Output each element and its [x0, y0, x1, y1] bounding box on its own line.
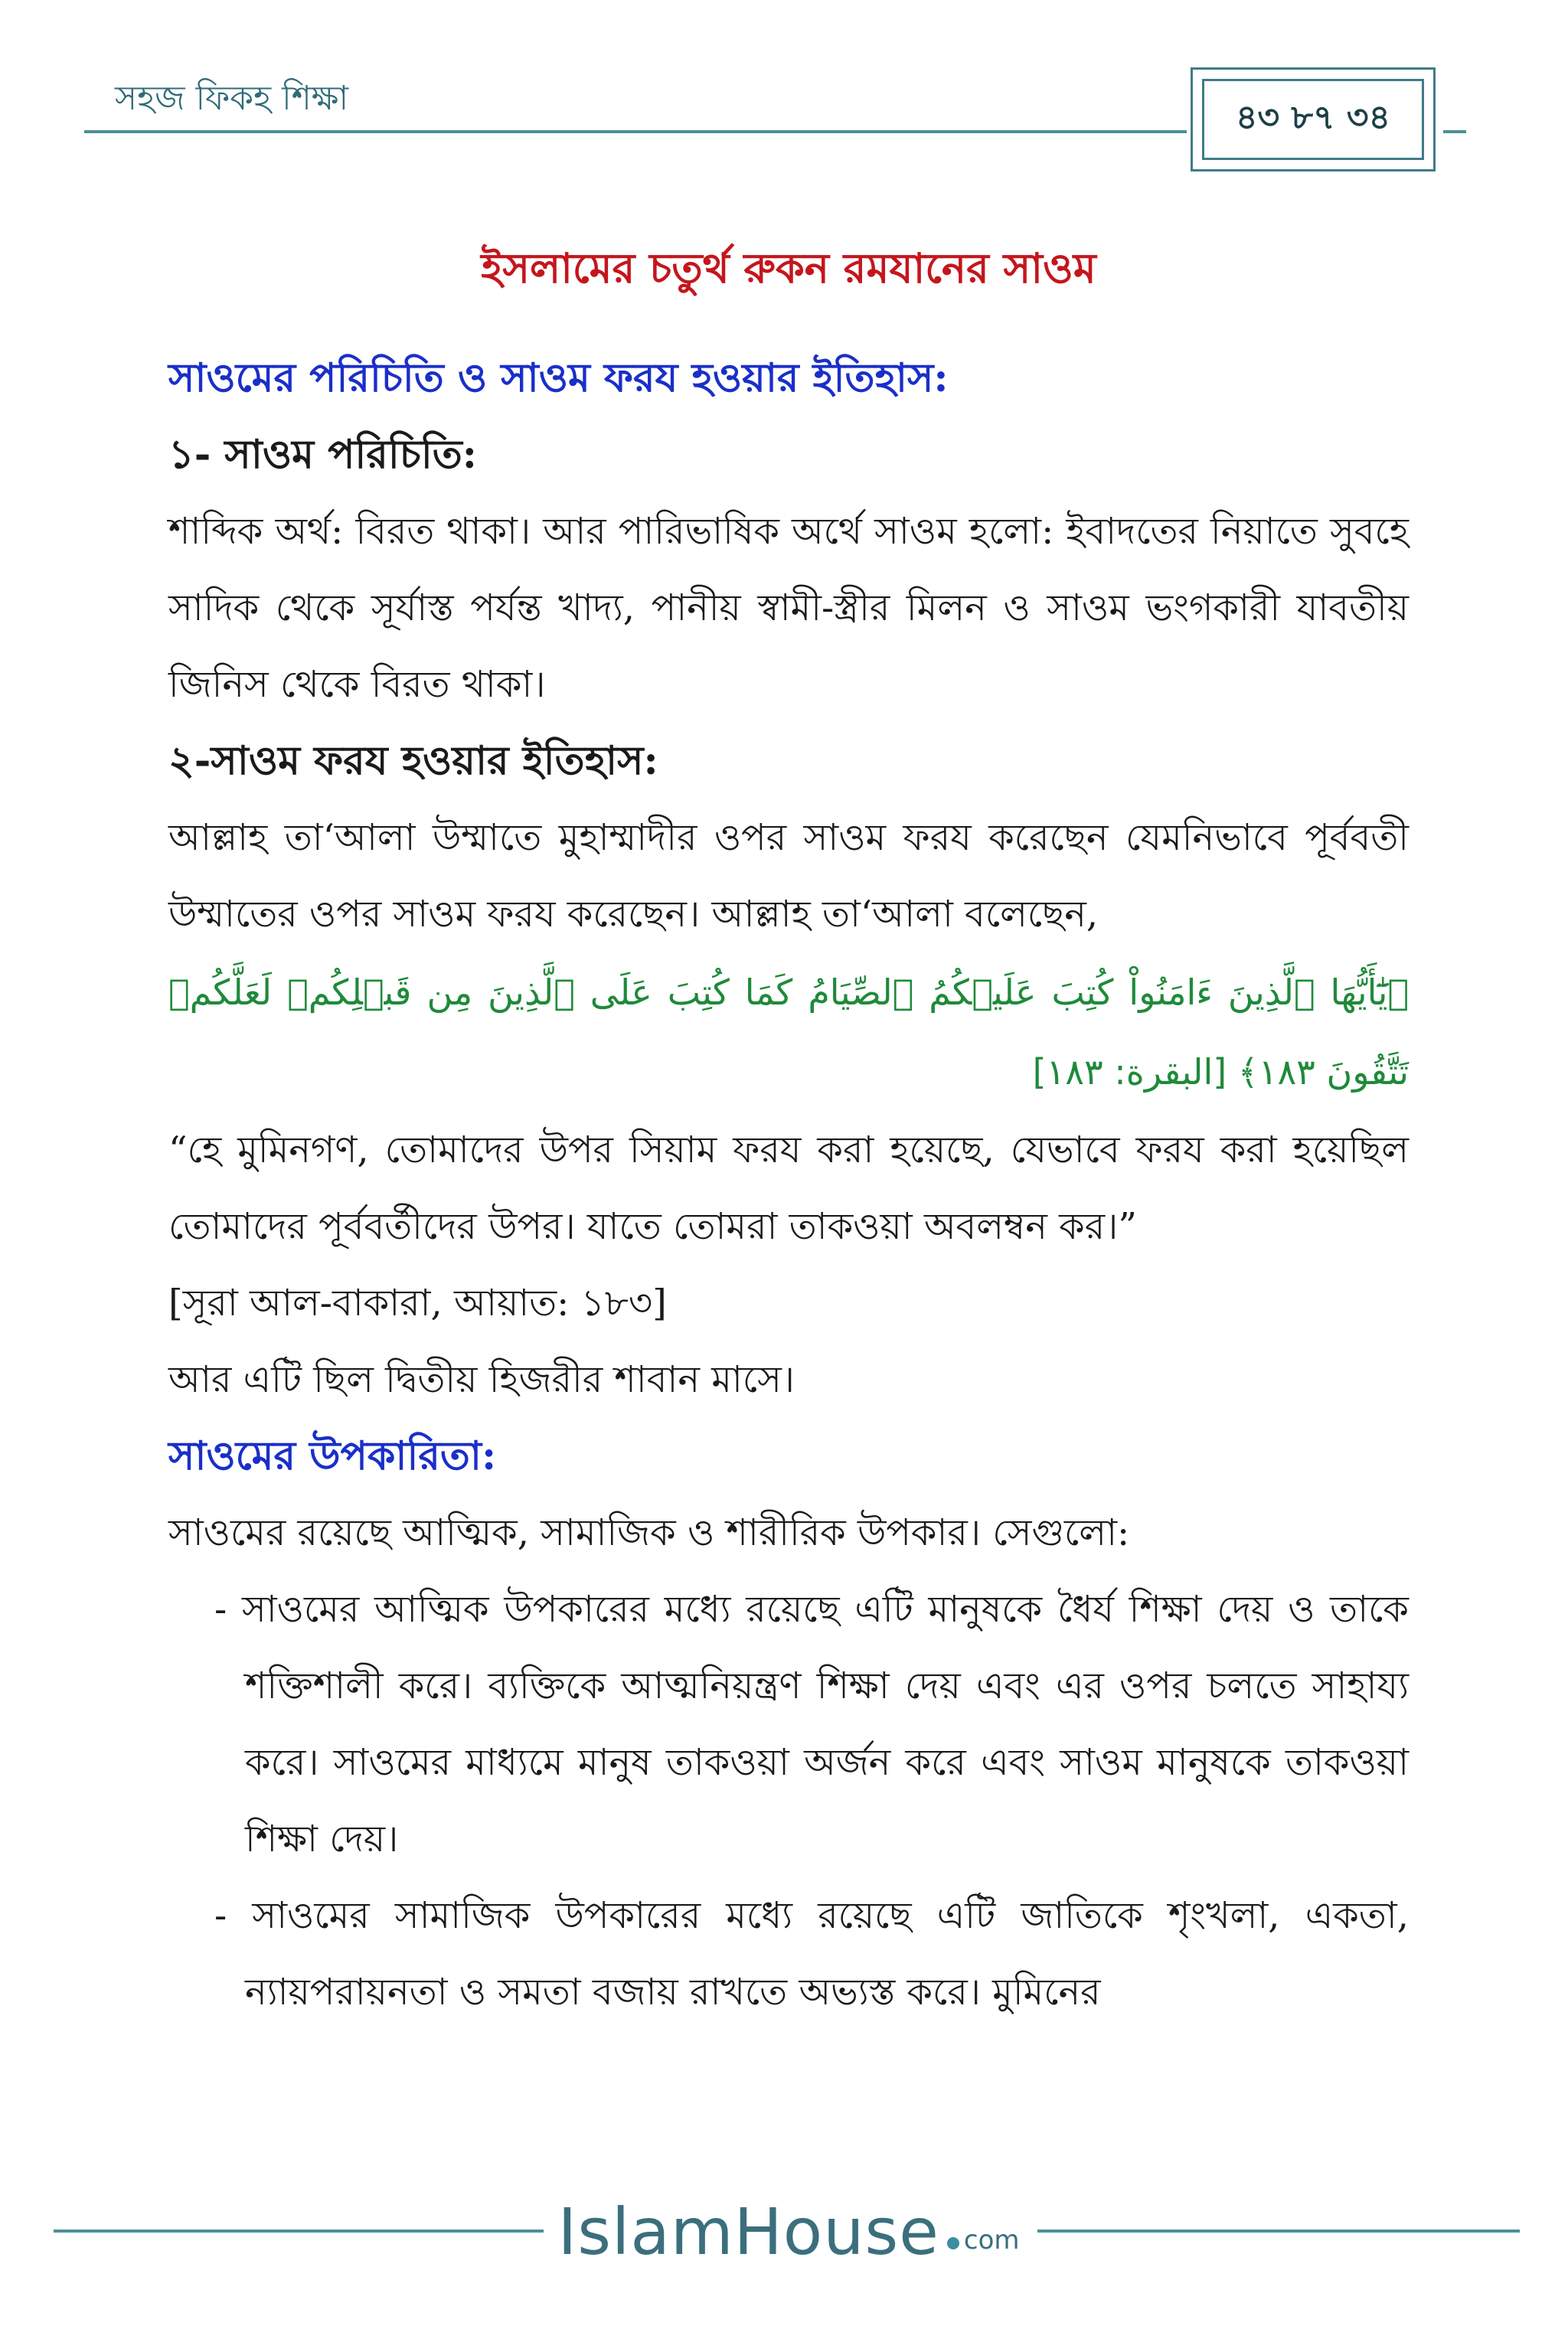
running-header: সহজ ফিকহ শিক্ষা	[115, 79, 349, 118]
history-paragraph: আল্লাহ তা‘আলা উম্মাতে মুহাম্মাদীর ওপর সাওম ফরয করেছেন যেমনিভাবে পূর্ববতী উম্মাতের ওপর সাওম ফরয করেছেন। আল্লাহ তা‘আলা বলেছেন,	[168, 816, 1409, 936]
header-divider	[84, 130, 1187, 133]
verse-reference: [সূরা আল-বাকারা, আয়াত: ১৮৩]	[168, 1282, 667, 1325]
header-divider-end	[1443, 130, 1466, 133]
page-body	[168, 230, 1409, 2030]
subheading-history: ২-সাওম ফরয হওয়ার ইতিহাস:	[168, 737, 658, 784]
logo-suffix: com	[963, 2225, 1020, 2256]
benefits-intro: সাওমের রয়েছে আত্মিক, সামাজিক ও শারীরিক উপকার। সেগুলো:	[168, 1511, 1130, 1554]
section-heading-benefits: সাওমের উপকারিতা:	[168, 1432, 497, 1479]
benefits-list	[168, 1571, 1409, 2030]
footer-divider-right	[1037, 2230, 1520, 2233]
list-item: - সাওমের আত্মিক উপকারের মধ্যে রয়েছে এটি মানুষকে ধৈর্য শিক্ষা দেয় ও তাকে শক্তিশালী করে। ব্যক্তিকে আত্মনিয়ন্ত্রণ শিক্ষা দেয় এবং এর ওপর চলতে সাহায্য করে। সাওমের মাধ্যমে মানুষ তাকওয়া অর্জন করে এবং সাওম মানুষকে তাকওয়া শিক্ষা দেয়।	[214, 1588, 1409, 1860]
page-number-frame	[1191, 67, 1436, 172]
definition-paragraph: শাব্দিক অর্থ: বিরত থাকা। আর পারিভাষিক অর্থে সাওম হলো: ইবাদতের নিয়াতে সুবহে সাদিক থেকে সূর্যাস্ত পর্যন্ত খাদ্য, পানীয় স্বামী-স্ত্রীর মিলন ও সাওম ভংগকারী যাবতীয় জিনিস থেকে বিরত থাকা।	[168, 510, 1409, 706]
logo-dot-icon	[947, 2237, 959, 2249]
section-heading-intro: সাওমের পরিচিতি ও সাওম ফরয হওয়ার ইতিহাস:	[168, 354, 949, 401]
subheading-definition: ১- সাওম পরিচিতি:	[168, 431, 477, 478]
list-item: - সাওমের সামাজিক উপকারের মধ্যে রয়েছে এটি জাতিকে শৃংখলা, একতা, ন্যায়পরায়নতা ও সমতা বজায় রাখতে অভ্যস্ত করে। মুমিনের	[214, 1894, 1409, 2014]
verse-translation: “হে মুমিনগণ, তোমাদের উপর সিয়াম ফরয করা হয়েছে, যেভাবে ফরয করা হয়েছিল তোমাদের পূর্ববর্তীদের উপর। যাতে তোমরা তাকওয়া অবলম্বন কর।”	[168, 1129, 1409, 1248]
logo-text: IslamHouse	[557, 2194, 939, 2269]
page-number: ৪৩ ৮৭ ৩৪	[1202, 79, 1424, 160]
islamhouse-logo	[551, 2190, 1026, 2274]
footer-divider-left	[54, 2230, 544, 2233]
history-note: আর এটি ছিল দ্বিতীয় হিজরীর শাবান মাসে।	[168, 1358, 795, 1401]
quran-verse-arabic: ﴿يَٰٓأَيُّهَا ٱلَّذِينَ ءَامَنُواْ كُتِبَ عَلَيۡكُمُ ٱلصِّيَامُ كَمَا كُتِبَ عَلَى ٱلَّذِينَ مِن قَبۡلِكُمۡ لَعَلَّكُمۡ تَتَّقُونَ ١٨٣﴾ [البقرة: ١٨٣]	[168, 972, 1409, 1093]
chapter-title: ইসলামের চতুর্থ রুকন রমযানের সাওম	[481, 243, 1096, 292]
